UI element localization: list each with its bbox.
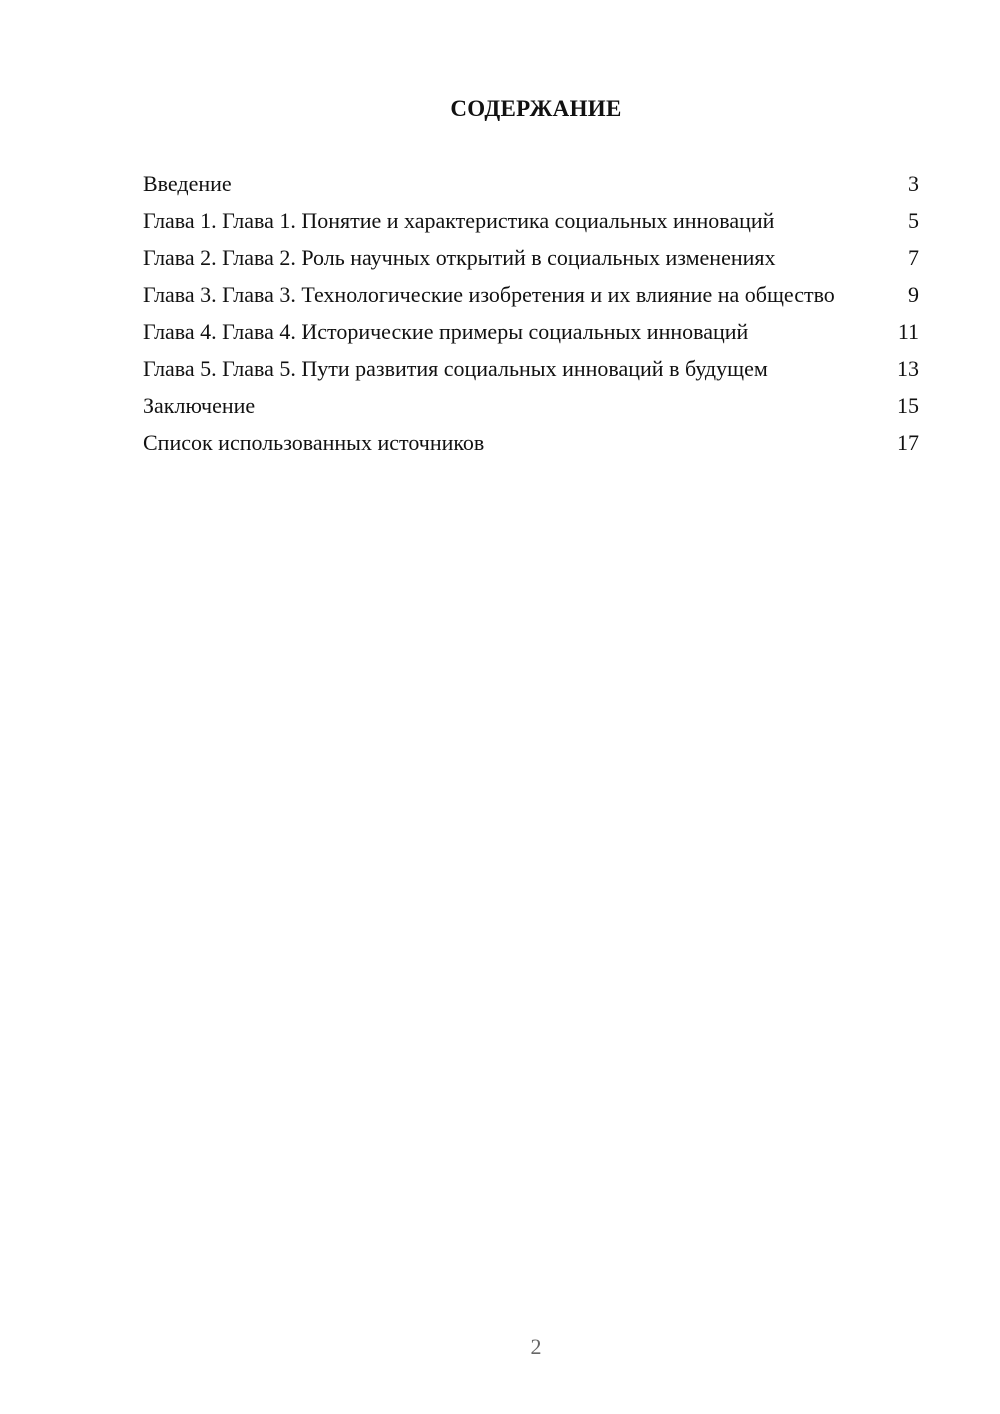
toc-entry-text: Глава 4. Глава 4. Исторические примеры социальных инноваций: [143, 319, 749, 344]
toc-entry-conclusion[interactable]: [143, 392, 919, 419]
toc-entry-text: Глава 1. Глава 1. Понятие и характеристика социальных инноваций: [143, 208, 775, 233]
toc-entry-page: 9: [908, 282, 919, 307]
toc-entry-text: Глава 2. Глава 2. Роль научных открытий в социальных изменениях: [143, 245, 776, 270]
toc-entry-text: Глава 3. Глава 3. Технологические изобретения и их влияние на общество: [143, 282, 835, 307]
toc-entry-text: Заключение: [143, 393, 256, 418]
toc-entry-page: 5: [908, 208, 919, 233]
toc-entry-page: 17: [897, 430, 919, 455]
toc-entry-page: 7: [908, 245, 919, 270]
toc-entry-chapter-2[interactable]: [143, 244, 919, 271]
toc-entry-introduction[interactable]: [143, 170, 919, 197]
toc-entry-chapter-5[interactable]: [143, 355, 919, 382]
toc-title: СОДЕРЖАНИЕ: [450, 96, 622, 121]
toc-entry-page: 11: [897, 319, 919, 344]
toc-entry-chapter-3[interactable]: [143, 281, 919, 308]
toc-entry-chapter-1[interactable]: [143, 207, 919, 234]
toc-entry-chapter-4[interactable]: [143, 318, 919, 345]
toc-list: [143, 170, 919, 466]
toc-entry-text: Список использованных источников: [143, 430, 485, 455]
page-number: 2: [530, 1334, 542, 1359]
toc-entry-text: Глава 5. Глава 5. Пути развития социальных инноваций в будущем: [143, 356, 768, 381]
toc-entry-page: 3: [908, 171, 919, 196]
toc-entry-text: Введение: [143, 171, 232, 196]
toc-entry-references[interactable]: [143, 429, 919, 456]
toc-entry-page: 15: [897, 393, 919, 418]
toc-entry-page: 13: [897, 356, 919, 381]
